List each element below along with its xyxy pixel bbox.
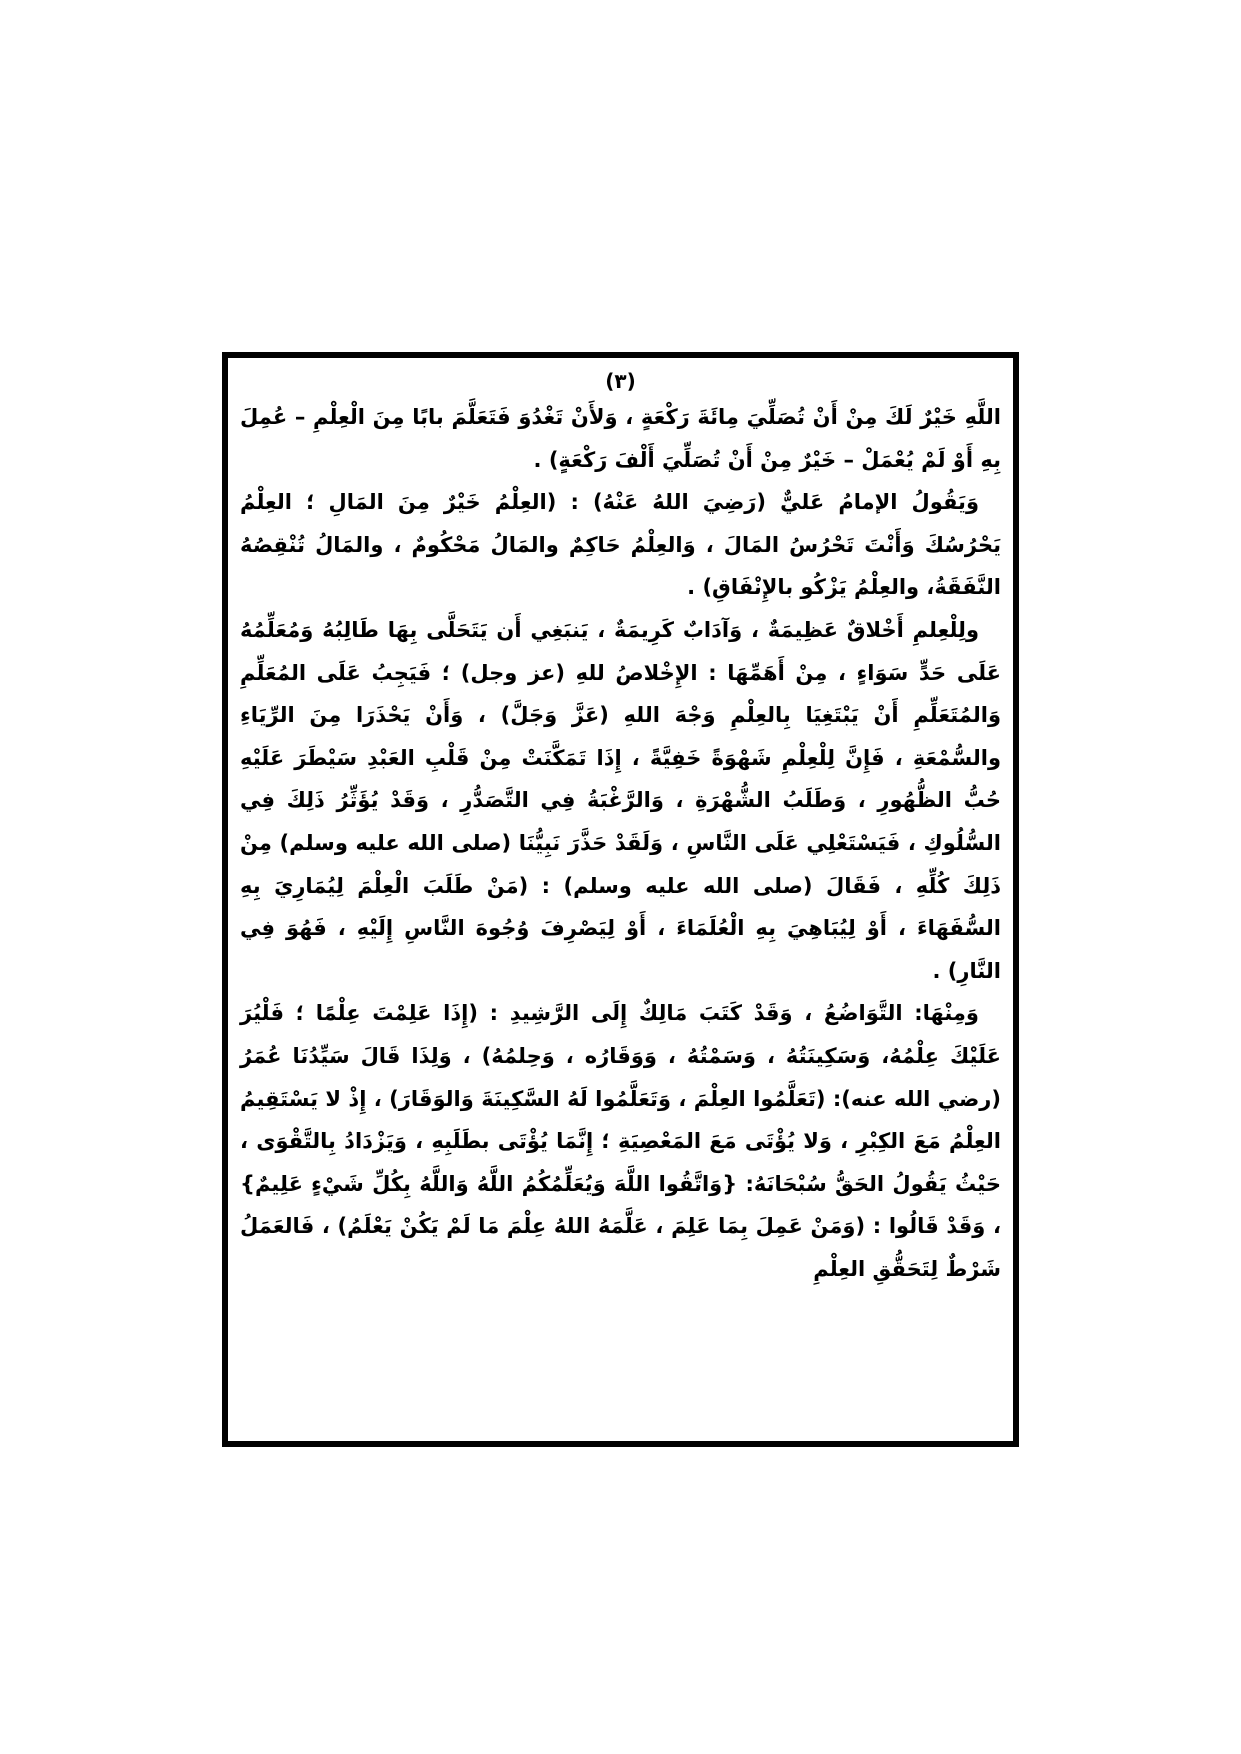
text-body (228, 396, 1013, 1290)
page-number: (٣) (605, 369, 636, 393)
paragraph-4: وَمِنْهَا: التَّوَاضُعُ ، وَقَدْ كَتَبَ مَالِكٌ إِلَى الرَّشِيدِ : (إِذَا عَلِمْتَ عِلْمًا ؛ فَلْيُرَ عَلَيْكَ عِلْمُهُ، وَسَكِينَتُهُ ، وَسَمْتُهُ ، وَوَقَارُه ، وَحِلمُهُ) ، وَلِذَا قَالَ سَيِّدُنَا عُمَرُ (رضي الله عنه): (تَعَلَّمُوا العِلْمَ ، وَتَعَلَّمُوا لَهُ السَّكِينَةَ وَالوَقَارَ) ، إِذْ لا يَسْتَقِيمُ العِلْمُ مَعَ الكِبْرِ ، وَلا يُؤْتَى مَعَ المَعْصِيَةِ ؛ إِنَّمَا يُؤْتَى بطَلَبِهِ ، وَيَزْدَادُ بِالتَّقْوَى ، حَيْثُ يَقُولُ الحَقُّ سُبْحَانَهُ: {وَاتَّقُوا اللَّهَ وَيُعَلِّمُكُمُ اللَّهُ وَاللَّهُ بِكُلِّ شَيْءٍ عَلِيمٌ} ، وَقَدْ قَالُوا : (وَمَنْ عَمِلَ بِمَا عَلِمَ ، عَلَّمَهُ اللهُ عِلْمَ مَا لَمْ يَكُنْ يَعْلَمُ) ، فَالعَمَلُ شَرْطٌ لِتَحَقُّقِ العِلْمِ (240, 1001, 1001, 1281)
paragraph-2: وَيَقُولُ الإمامُ عَليٌّ (رَضِيَ اللهُ عَنْهُ) : (العِلْمُ خَيْرٌ مِنَ المَالِ ؛ العِلْمُ يَحْرُسُكَ وَأَنْتَ تَحْرُسُ المَالَ ، وَالعِلْمُ حَاكِمٌ والمَالُ مَحْكُومٌ ، والمَالُ تُنْقِصُهُ النَّفَقَةُ، والعِلْمُ يَزْكُو بالإِنْفَاقِ) . (240, 490, 1001, 600)
page-frame (222, 352, 1019, 1447)
paragraph-1: اللَّهِ خَيْرٌ لَكَ مِنْ أَنْ تُصَلِّيَ مِائَةَ رَكْعَةٍ ، وَلأَنْ تَغْدُوَ فَتَعَلَّمَ بابًا مِنَ الْعِلْمِ – عُمِلَ بِهِ أَوْ لَمْ يُعْمَلْ – خَيْرٌ مِنْ أَنْ تُصَلِّيَ أَلْفَ رَكْعَةٍ) . (240, 405, 1001, 472)
paragraph-3: ولِلْعِلمِ أَخْلاقٌ عَظِيمَةٌ ، وَآدَابٌ كَرِيمَةٌ ، يَنبَغِي أَن يَتَحَلَّى بِهَا طَالِبُهُ وَمُعَلِّمُهُ عَلَى حَدٍّ سَوَاءٍ ، مِنْ أَهَمِّهَا : الإِخْلاصُ للهِ (عز وجل) ؛ فَيَجِبُ عَلَى المُعَلِّمِ وَالمُتَعَلِّمِ أَنْ يَبْتَغِيَا بِالعِلْمِ وَجْهَ اللهِ (عَزَّ وَجَلَّ) ، وَأَنْ يَحْذَرَا مِنَ الرِّيَاءِ والسُّمْعَةِ ، فَإِنَّ لِلْعِلْمِ شَهْوَةً خَفِيَّةً ، إِذَا تَمَكَّنَتْ مِنْ قَلْبِ العَبْدِ سَيْطَرَ عَلَيْهِ حُبُّ الظُّهُورِ ، وَطَلَبُ الشُّهْرَةِ ، وَالرَّغْبَةُ فِي التَّصَدُّرِ ، وَقَدْ يُؤَثِّرُ ذَلِكَ فِي السُّلُوكِ ، فَيَسْتَعْلِي عَلَى النَّاسِ ، وَلَقَدْ حَذَّرَ نَبِيُّنَا (صلى الله عليه وسلم) مِنْ ذَلِكَ كُلِّهِ ، فَقَالَ (صلى الله عليه وسلم) : (مَنْ طَلَبَ الْعِلْمَ لِيُمَارِيَ بِهِ السُّفَهَاءَ ، أَوْ لِيُبَاهِيَ بِهِ الْعُلَمَاءَ ، أَوْ لِيَصْرِفَ وُجُوهَ النَّاسِ إِلَيْهِ ، فَهُوَ فِي النَّارِ) . (240, 617, 1001, 983)
